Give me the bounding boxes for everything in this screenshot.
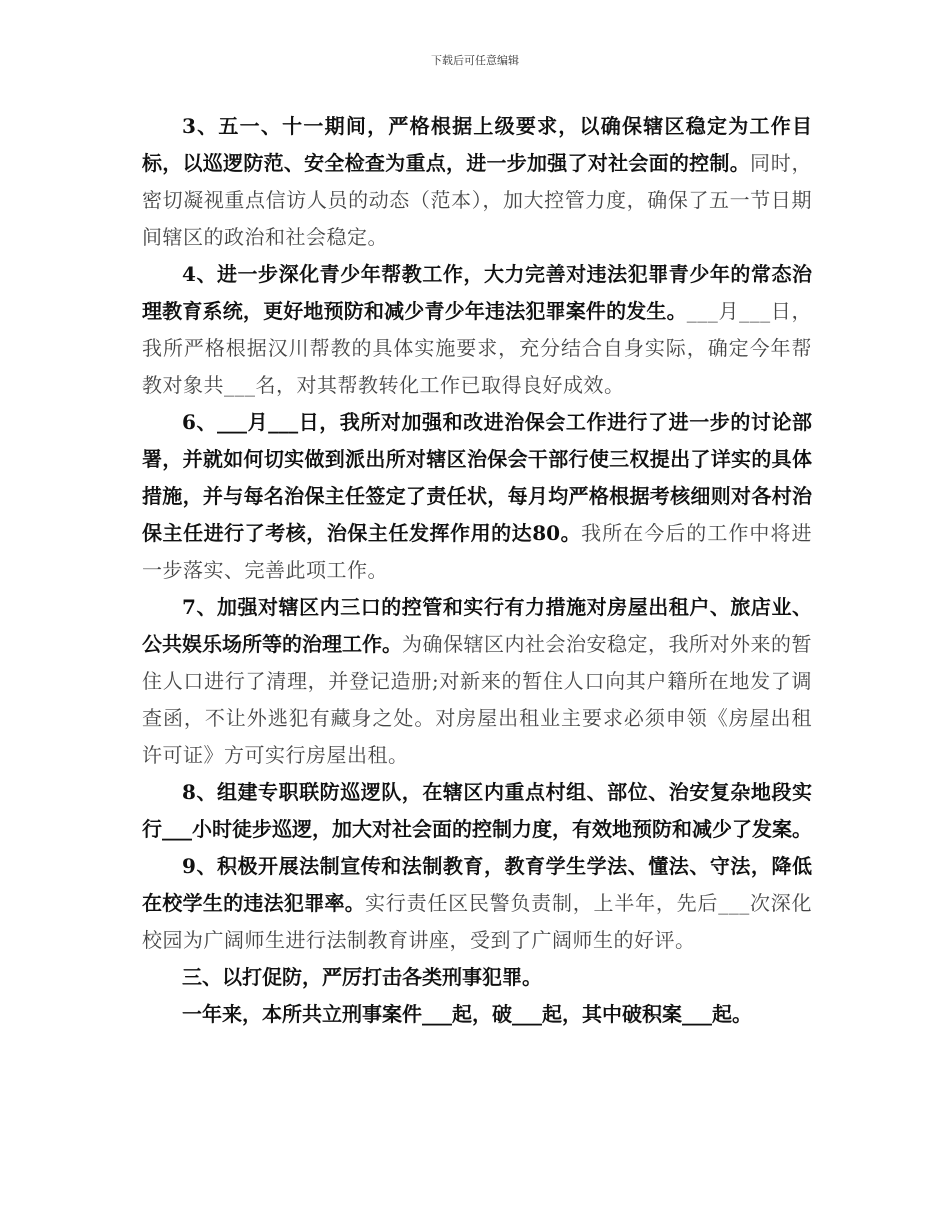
paragraph-normal-text: ___月___日，我所严格根据汉川帮教的具体实施要求，充分结合自身实际，确定今年帮教对象共___名，对其帮教转化工作已取得良好成效。 xyxy=(142,299,813,397)
paragraph-bold-text: 6、___月___日，我所对加强和改进治保会工作进行了进一步的讨论部署，并就如何切实做到派出所对辖区治保会干部行使三权提出了详实的具体措施，并与每名治保主任签定了责任状，每月均严格根据考核细则对各村治保主任进行了考核，治保主任发挥作用的达80。 xyxy=(142,410,812,545)
paragraph-bold-text: 8、组建专职联防巡逻队，在辖区内重点村组、部位、治安复杂地段实行___小时徒步巡逻，加大对社会面的控制力度，有效地预防和减少了发案。 xyxy=(142,780,812,841)
paragraph-normal-text: 实行责任区民警负责制，上半年，先后___次深化校园为广阔师生进行法制教育讲座，受到了广阔师生的好评。 xyxy=(142,891,813,952)
paragraph-item-6 xyxy=(142,404,812,589)
page-header: 下载后可任意编辑 xyxy=(431,54,519,67)
paragraph-item-3 xyxy=(142,108,812,256)
paragraph-bold-text: 一年来，本所共立刑事案件___起，破___起，其中破积案___起。 xyxy=(182,1002,752,1026)
document-body xyxy=(142,108,812,1033)
section-heading-3 xyxy=(142,959,812,996)
paragraph-item-4 xyxy=(142,256,812,404)
paragraph-bold-text: 4、进一步深化青少年帮教工作，大力完善对违法犯罪青少年的常态治理教育系统，更好地预防和减少青少年违法犯罪案件的发生。 xyxy=(142,262,812,323)
paragraph-summary xyxy=(142,996,812,1033)
paragraph-normal-text: 我所在今后的工作中将进一步落实、完善此项工作。 xyxy=(142,521,812,582)
paragraph-normal-text: 为确保辖区内社会治安稳定，我所对外来的暂住人口进行了清理，并登记造册;对新来的暂住人口向其户籍所在地发了调查函，不让外逃犯有藏身之处。对房屋出租业主要求必须申领《房屋出租许可证》方可实行房屋出租。 xyxy=(142,632,812,767)
section-heading-text: 三、以打促防，严厉打击各类刑事犯罪。 xyxy=(182,965,542,989)
paragraph-item-8 xyxy=(142,774,812,848)
paragraph-bold-text: 7、加强对辖区内三口的控管和实行有力措施对房屋出租户、旅店业、公共娱乐场所等的治理工作。 xyxy=(142,595,812,656)
paragraph-item-7 xyxy=(142,589,812,774)
paragraph-bold-text: 3、五一、十一期间，严格根据上级要求，以确保辖区稳定为工作目标，以巡逻防范、安全检查为重点，进一步加强了对社会面的控制。 xyxy=(142,114,812,175)
paragraph-bold-text: 9、积极开展法制宣传和法制教育，教育学生学法、懂法、守法，降低在校学生的违法犯罪率。 xyxy=(142,854,812,915)
paragraph-item-9 xyxy=(142,848,812,959)
paragraph-normal-text: 同时，密切凝视重点信访人员的动态（范本），加大控管力度，确保了五一节日期间辖区的政治和社会稳定。 xyxy=(142,151,812,249)
